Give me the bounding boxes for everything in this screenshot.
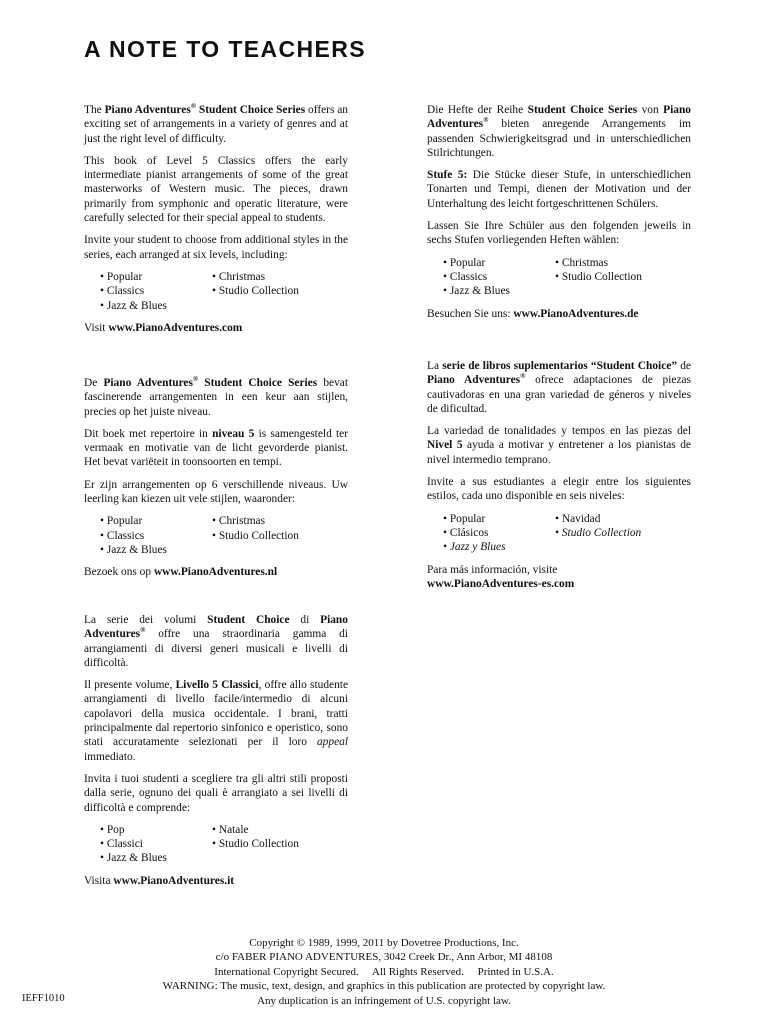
section-italian <box>84 613 348 896</box>
website-link[interactable]: www.PianoAdventures.de <box>513 307 639 320</box>
list-item: • Popular <box>443 512 555 526</box>
series-name: Student Choice <box>207 614 290 626</box>
spanish-description: La variedad de tonalidades y tempos en las piezas del Nivel 5 ayuda a motivar y entretener a los pianistas de nivel intermedio temprano. <box>427 425 691 466</box>
italian-style-list <box>100 823 348 866</box>
series-name: Student Choice Series <box>204 377 318 389</box>
german-visit: Besuchen Sie uns: www.PianoAdventures.de <box>427 307 639 320</box>
list-item: • Popular <box>100 514 212 528</box>
copyright-line: Copyright © 1989, 1999, 2011 by Dovetree Productions, Inc. <box>249 937 519 949</box>
list-item: • Popular <box>443 256 555 270</box>
list-item: • Popular <box>100 270 212 284</box>
italian-visit: Visita www.PianoAdventures.it <box>84 874 235 887</box>
list-item: • Jazz & Blues <box>100 851 212 865</box>
list-item: • Studio Collection <box>555 526 641 540</box>
list-item: • Classics <box>100 529 212 543</box>
dutch-description: Dit boek met repertoire in niveau 5 is samengesteld ter vermaak en motivatie van de licht gevorderde pianist. Het bevat variëteit in toonsoorten en tempi. <box>84 427 349 469</box>
list-item: • Christmas <box>555 256 642 270</box>
spanish-visit: Para más información, visite www.PianoAdventures-es.com <box>427 563 575 590</box>
spanish-intro: La serie de libros suplementarios “Student Choice” de Piano Adventures® ofrece adaptaciones de piezas cautivadoras en una gran variedad de géneros y niveles de dificultad. <box>427 360 691 415</box>
list-item: • Studio Collection <box>555 270 642 284</box>
section-dutch <box>84 376 348 588</box>
list-item: • Classics <box>443 270 555 284</box>
italian-invite: Invita i tuoi studenti a scegliere tra gli altri stili proposti dalla serie, ognuno dei quali è arrangiato a sei livelli di difficoltà e comprende: <box>84 772 348 814</box>
website-link[interactable]: www.PianoAdventures.it <box>113 874 235 887</box>
list-item: • Jazz & Blues <box>100 543 212 557</box>
italian-intro: La serie dei volumi Student Choice di Piano Adventures® offre una straordinaria gamma di arrangiamenti di diversi generi musicali e livelli di difficoltà. <box>84 614 348 669</box>
list-item: • Classics <box>100 284 212 298</box>
brand-name: Piano Adventures <box>427 374 521 387</box>
warning-line: WARNING: The music, text, design, and graphics in this publication are protected by copyright law. <box>162 980 606 993</box>
italian-description: Il presente volume, Livello 5 Classici, offre allo studente arrangiamenti di livello facile/intermedio di alcuni capolavori della musica occidentale. I brani, tratti principalmente dal repertorio sinfonico e operistico, sono stati accuratamente selezionati per il loro appeal immediato. <box>84 679 349 763</box>
list-item: • Pop <box>100 823 212 837</box>
brand-name: Piano Adventures <box>104 104 191 116</box>
german-description: Stufe 5: Die Stücke dieser Stufe, in unterschiedlichen Tonarten und Tempi, dienen der Motivation und der Unterhaltung des leicht fortgeschrittenen Schülers. <box>427 169 691 210</box>
list-item: • Navidad <box>555 512 641 526</box>
list-item: • Christmas <box>212 270 299 284</box>
infringement-line: Any duplication is an infringement of U.S. copyright law. <box>257 994 511 1007</box>
german-style-list <box>443 256 691 299</box>
dutch-visit: Bezoek ons op www.PianoAdventures.nl <box>84 566 278 579</box>
list-item: • Studio Collection <box>212 529 299 543</box>
list-item: • Jazz & Blues <box>443 284 555 298</box>
brand-name: Piano Adventures <box>84 614 348 641</box>
list-item: • Jazz y Blues <box>443 540 555 554</box>
rights-line: International Copyright Secured. All Rights Reserved. Printed in U.S.A. <box>214 965 554 978</box>
series-name: serie de libros suplementarios “Student Choice” <box>442 360 678 372</box>
list-item: • Studio Collection <box>212 837 299 851</box>
series-name: Student Choice Series <box>527 104 638 116</box>
german-intro: Die Hefte der Reihe Student Choice Series von Piano Adventures® bieten anregende Arrangements im passenden Schwierigkeitsgrad und in unterschiedlichen Stilrichtungen. <box>427 104 691 159</box>
section-german <box>427 103 691 329</box>
spanish-invite: Invite a sus estudiantes a elegir entre los siguientes estilos, cada uno disponible en seis niveles: <box>427 476 691 503</box>
section-spanish <box>427 359 691 599</box>
dutch-style-list <box>100 514 348 557</box>
german-invite: Lassen Sie Ihre Schüler aus den folgenden jeweils in sechs Stufen vorliegenden Heften wählen: <box>427 220 691 247</box>
list-item: • Jazz & Blues <box>100 299 212 313</box>
dutch-invite: Er zijn arrangementen op 6 verschillende niveaus. Uw leerling kan kiezen uit vele stijlen, waaronder: <box>84 478 348 506</box>
list-item: • Clásicos <box>443 526 555 540</box>
english-description: This book of Level 5 Classics offers the early intermediate pianist arrangements of some of the great masterworks of Western music. The pieces, drawn primarily from symphonic and operatic literature, were carefully selected for their special appeal to students. <box>84 154 348 225</box>
english-style-list <box>100 270 348 313</box>
address-line: c/o FABER PIANO ADVENTURES, 3042 Creek Dr., Ann Arbor, MI 48108 <box>215 951 553 964</box>
spanish-style-list <box>443 512 691 555</box>
brand-name: Piano Adventures <box>427 104 691 131</box>
list-item: • Christmas <box>212 514 299 528</box>
copyright-footer <box>0 936 768 1008</box>
website-link[interactable]: www.PianoAdventures.com <box>108 321 243 334</box>
website-link[interactable]: www.PianoAdventures.nl <box>153 566 278 579</box>
english-invite: Invite your student to choose from additional styles in the series, each arranged at six levels, including: <box>84 234 348 261</box>
list-item: • Classici <box>100 837 212 851</box>
website-link[interactable]: www.PianoAdventures-es.com <box>427 577 575 590</box>
list-item: • Studio Collection <box>212 284 299 298</box>
catalog-code: IEFF1010 <box>22 993 65 1004</box>
english-intro: The Piano Adventures® Student Choice Series offers an exciting set of arrangements in a variety of genres and at just the right level of difficulty. <box>84 102 348 145</box>
series-name: Student Choice Series <box>198 104 306 116</box>
brand-name: Piano Adventures <box>103 377 193 389</box>
dutch-intro: De Piano Adventures® Student Choice Series bevat fascinerende arrangementen in een keur aan stijlen, precies op het juiste niveau. <box>84 375 348 418</box>
page-title: A NOTE TO TEACHERS <box>84 36 367 62</box>
english-visit: Visit www.PianoAdventures.com <box>84 321 243 334</box>
section-english <box>84 103 348 343</box>
list-item: • Natale <box>212 823 299 837</box>
